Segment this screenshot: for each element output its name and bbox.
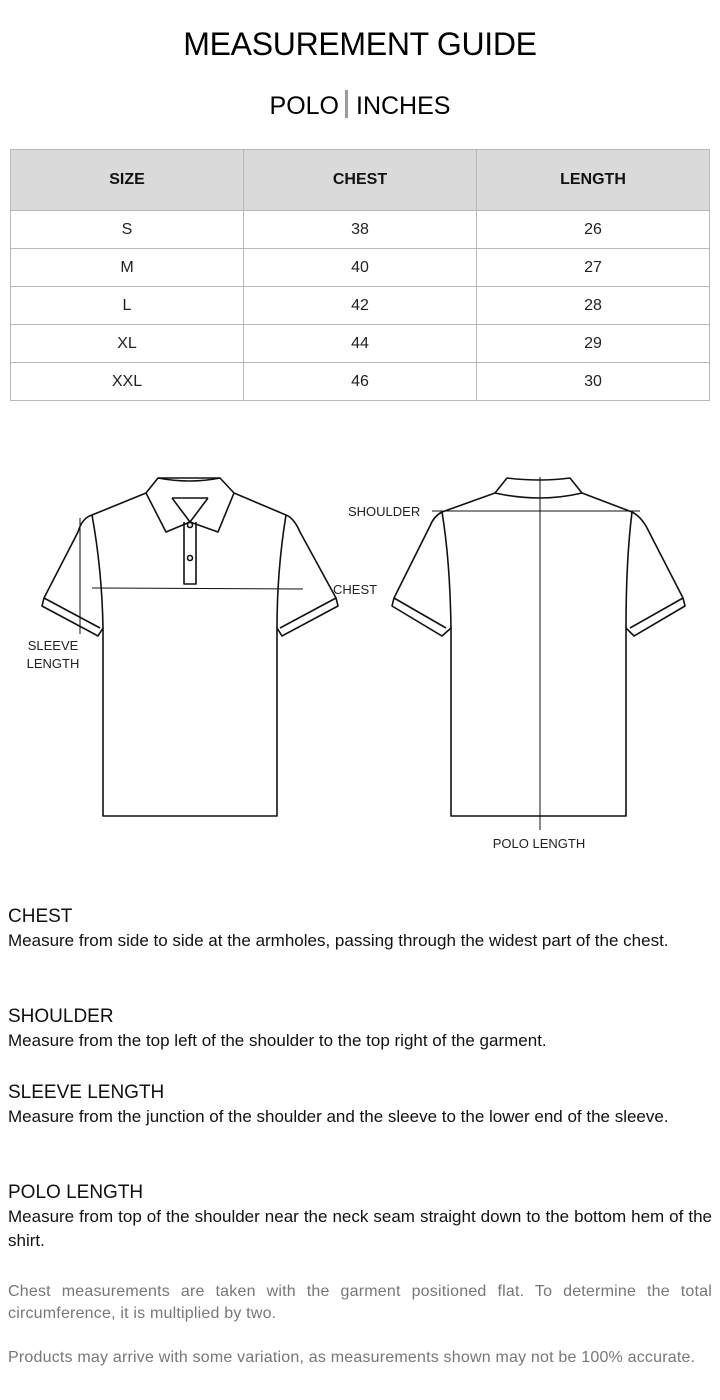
polo-front-illustration <box>42 478 338 816</box>
cell-chest: 40 <box>244 249 477 287</box>
cell-size: XL <box>11 325 244 363</box>
cell-length: 27 <box>477 249 710 287</box>
product-type: POLO <box>269 92 339 120</box>
polo-back-illustration <box>392 478 685 816</box>
table-header-row <box>11 150 710 211</box>
table-row <box>11 211 710 249</box>
table-row <box>11 287 710 325</box>
polo-length-label: POLO LENGTH <box>492 836 586 851</box>
unit-label: INCHES <box>356 92 451 120</box>
description-title: POLO LENGTH <box>8 1182 144 1203</box>
description-text: Measure from side to side at the armholes, passing through the widest part of the chest. <box>8 931 669 950</box>
divider <box>345 90 348 118</box>
cell-length: 26 <box>477 211 710 249</box>
cell-length: 30 <box>477 363 710 401</box>
note-variation-disclaimer: Products may arrive with some variation, as measurements shown may not be 100% accurate. <box>8 1349 696 1366</box>
size-table <box>10 149 710 401</box>
description-sleeve-length <box>8 1081 712 1129</box>
shoulder-label: SHOULDER <box>348 504 421 519</box>
description-text: Measure from the top left of the shoulder to the top right of the garment. <box>8 1031 547 1050</box>
description-title: SHOULDER <box>8 1006 114 1027</box>
column-header-length: LENGTH <box>477 150 710 211</box>
table-row <box>11 249 710 287</box>
subtitle <box>0 90 720 121</box>
cell-size: S <box>11 211 244 249</box>
sleeve-label-line1: SLEEVE <box>27 638 79 653</box>
polo-measurement-diagram <box>0 460 720 860</box>
cell-length: 28 <box>477 287 710 325</box>
description-chest <box>8 905 712 953</box>
sleeve-label-line2: LENGTH <box>26 656 80 671</box>
chest-line <box>92 588 303 589</box>
note-flat-measurement: Chest measurements are taken with the garment positioned flat. To determine the total circumference, it is multiplied by two. <box>8 1283 712 1322</box>
cell-size: XXL <box>11 363 244 401</box>
description-text: Measure from the junction of the shoulder and the sleeve to the lower end of the sleeve. <box>8 1107 669 1126</box>
cell-chest: 42 <box>244 287 477 325</box>
description-shoulder <box>8 1005 712 1053</box>
description-title: SLEEVE LENGTH <box>8 1082 165 1103</box>
chest-label: CHEST <box>333 582 378 597</box>
cell-chest: 46 <box>244 363 477 401</box>
table-row <box>11 325 710 363</box>
column-header-chest: CHEST <box>244 150 477 211</box>
description-title: CHEST <box>8 906 73 927</box>
table-row <box>11 363 710 401</box>
description-text: Measure from top of the shoulder near the neck seam straight down to the bottom hem of the shirt. <box>8 1207 712 1250</box>
description-polo-length <box>8 1181 712 1253</box>
cell-chest: 44 <box>244 325 477 363</box>
cell-length: 29 <box>477 325 710 363</box>
page-title: MEASUREMENT GUIDE <box>183 26 537 62</box>
cell-size: M <box>11 249 244 287</box>
cell-chest: 38 <box>244 211 477 249</box>
column-header-size: SIZE <box>11 150 244 211</box>
cell-size: L <box>11 287 244 325</box>
